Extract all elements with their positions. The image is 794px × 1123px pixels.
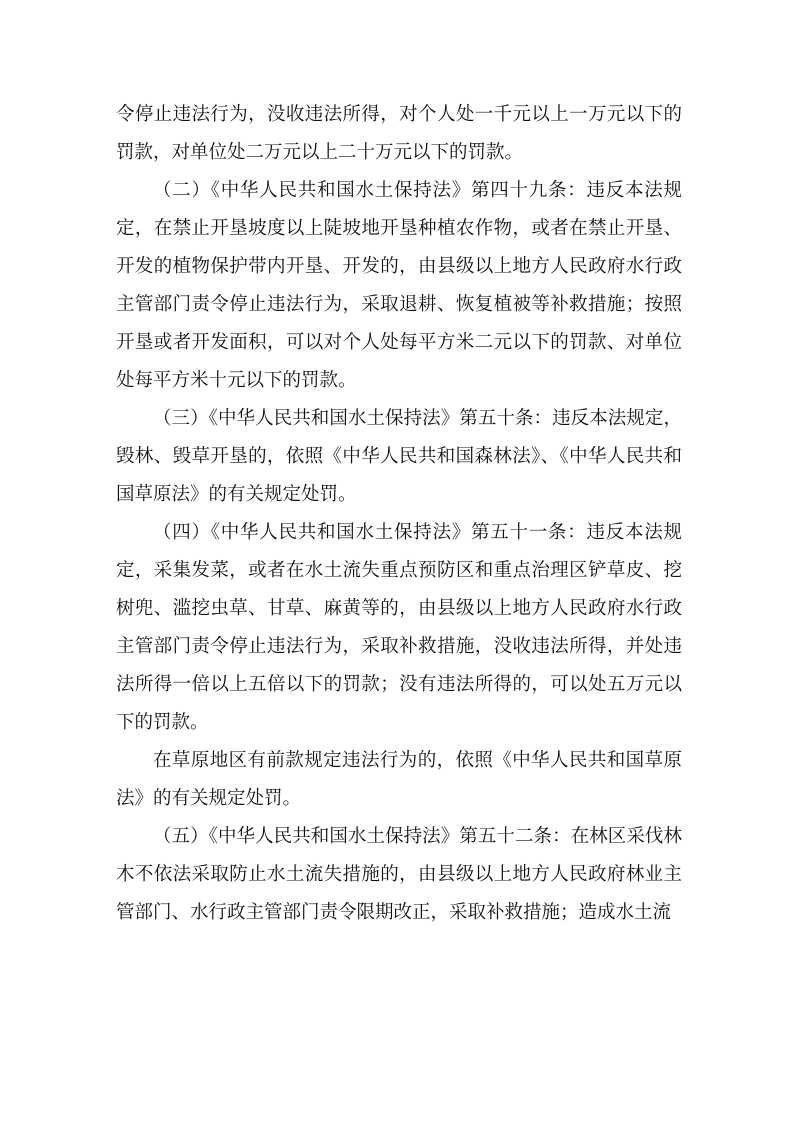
paragraph-article-50: （三）《中华人民共和国水土保持法》第五十条：违反本法规定，毁林、毁草开垦的，依照《中华人民共和国森林法》、《中华人民共和国草原法》的有关规定处罚。 [116, 408, 682, 505]
paragraph-article-51: （四）《中华人民共和国水土保持法》第五十一条：违反本法规定，采集发菜，或者在水土流失重点预防区和重点治理区铲草皮、挖树兜、滥挖虫草、甘草、麻黄等的，由县级以上地方人民政府水行政主管部门责令停止违法行为，采取补救措施，没收违法所得，并处违法所得一倍以上五倍以下的罚款；没有违法所得的，可以处五万元以下的罚款。 [116, 522, 682, 733]
document-body [116, 96, 682, 932]
paragraph-grassland-clause: 在草原地区有前款规定违法行为的，依照《中华人民共和国草原法》的有关规定处罚。 [116, 750, 682, 809]
paragraph-article-49: （二）《中华人民共和国水土保持法》第四十九条：违反本法规定，在禁止开垦坡度以上陡坡地开垦种植农作物，或者在禁止开垦、开发的植物保护带内开垦、开发的，由县级以上地方人民政府水行政主管部门责令停止违法行为，采取退耕、恢复植被等补救措施；按照开垦或者开发面积，可以对个人处每平方米二元以下的罚款、对单位处每平方米十元以下的罚款。 [116, 180, 682, 391]
paragraph-continuation: 令停止违法行为，没收违法所得，对个人处一千元以上一万元以下的罚款，对单位处二万元以上二十万元以下的罚款。 [116, 104, 682, 163]
paragraph-article-52: （五）《中华人民共和国水土保持法》第五十二条：在林区采伐林木不依法采取防止水土流失措施的，由县级以上地方人民政府林业主管部门、水行政主管部门责令限期改正，采取补救措施；造成水土流 [116, 826, 682, 923]
